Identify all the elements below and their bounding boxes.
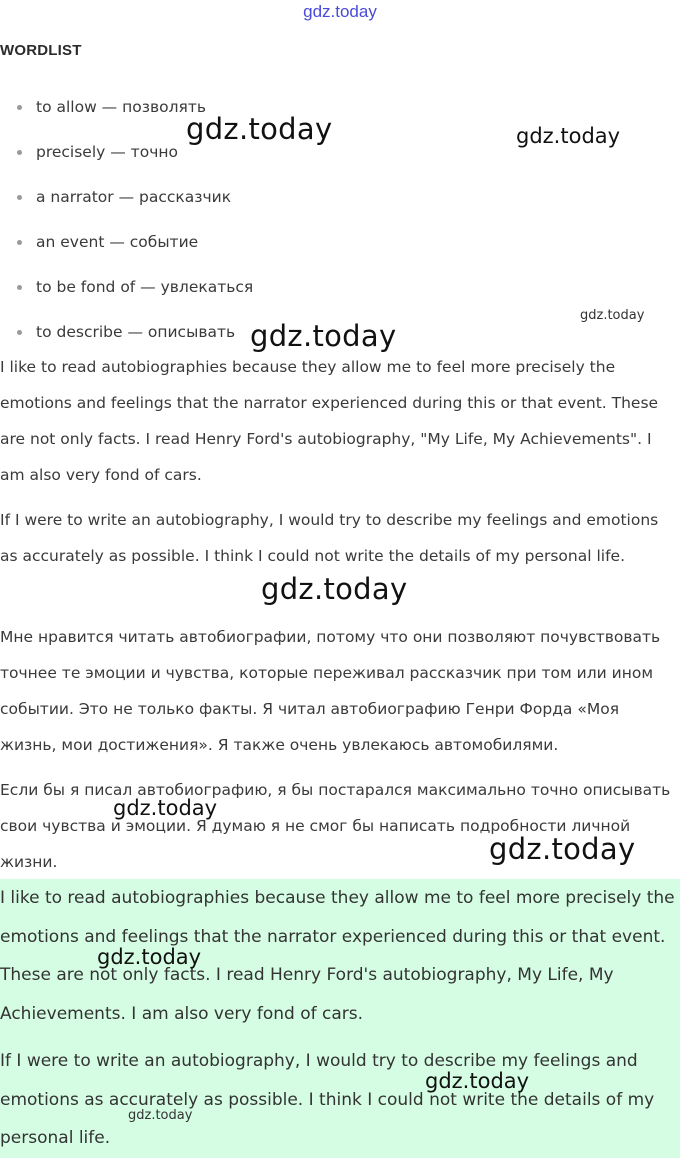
paragraph-ru-1: Мне нравится читать автобиографии, потому что они позволяют почувствовать точнее те эмоции и чувства, которые переживал рассказчик при том или ином событии. Это не только факты. Я читал автобиографию Генри Форда «Моя жизнь, мои достижения». Я также очень увлекаюсь автомобилями.: [0, 628, 661, 754]
bullet-icon: [17, 285, 22, 290]
watermark: gdz.today: [250, 319, 397, 353]
list-item: [0, 95, 253, 140]
list-item-text: to be fond of — увлекаться: [36, 278, 254, 296]
list-item: [0, 140, 253, 185]
bullet-icon: [17, 150, 22, 155]
watermark: gdz.today: [128, 1108, 193, 1123]
watermark: gdz.today: [113, 796, 218, 820]
list-item: [0, 275, 253, 320]
paragraph-ru-2: Если бы я писал автобиографию, я бы постарался максимально точно описывать свои чувства и эмоции. Я думаю я не смог бы написать подробности личной жизни.: [0, 781, 671, 871]
wordlist-heading: WORDLIST: [0, 42, 82, 59]
bullet-icon: [17, 105, 22, 110]
highlight-paragraph-2: If I were to write an autobiography, I would try to describe my feelings and emotions as accurately as possible. I think I could not write the details of my personal life.: [0, 1051, 655, 1148]
watermark: gdz.today: [580, 308, 645, 323]
site-name-header[interactable]: gdz.today: [303, 2, 377, 21]
list-item-text: precisely — точно: [36, 143, 178, 161]
list-item-text: to allow — позволять: [36, 98, 206, 116]
watermark: gdz.today: [425, 1069, 530, 1093]
list-item: [0, 185, 253, 230]
paragraph-en-1: I like to read autobiographies because they allow me to feel more precisely the emotions and feelings that the narrator experienced during this or that event. These are not only facts. I read Henry Ford's autobiography, "My Life, My Achievements". I am also very fond of cars.: [0, 358, 659, 484]
bullet-icon: [17, 195, 22, 200]
answer-highlight-block: [0, 879, 680, 1158]
list-item-text: to describe — описывать: [36, 323, 236, 341]
watermark: gdz.today: [489, 832, 636, 866]
bullet-icon: [17, 330, 22, 335]
bullet-icon: [17, 240, 22, 245]
highlight-paragraph-1: I like to read autobiographies because they allow me to feel more precisely the emotions and feelings that the narrator experienced during this or that event. These are not only facts. I read Henry Ford's autobiography, My Life, My Achievements. I am also very fond of cars.: [0, 888, 675, 1024]
watermark: gdz.today: [186, 112, 333, 146]
list-item-text: a narrator — рассказчик: [36, 188, 232, 206]
paragraph-en-2: If I were to write an autobiography, I would try to describe my feelings and emotions as accurately as possible. I think I could not write the details of my personal life.: [0, 511, 659, 565]
watermark: gdz.today: [261, 572, 408, 606]
list-item: [0, 230, 253, 275]
watermark: gdz.today: [97, 945, 202, 969]
wordlist: [0, 95, 253, 365]
list-item-text: an event — событие: [36, 233, 199, 251]
watermark: gdz.today: [516, 124, 621, 148]
